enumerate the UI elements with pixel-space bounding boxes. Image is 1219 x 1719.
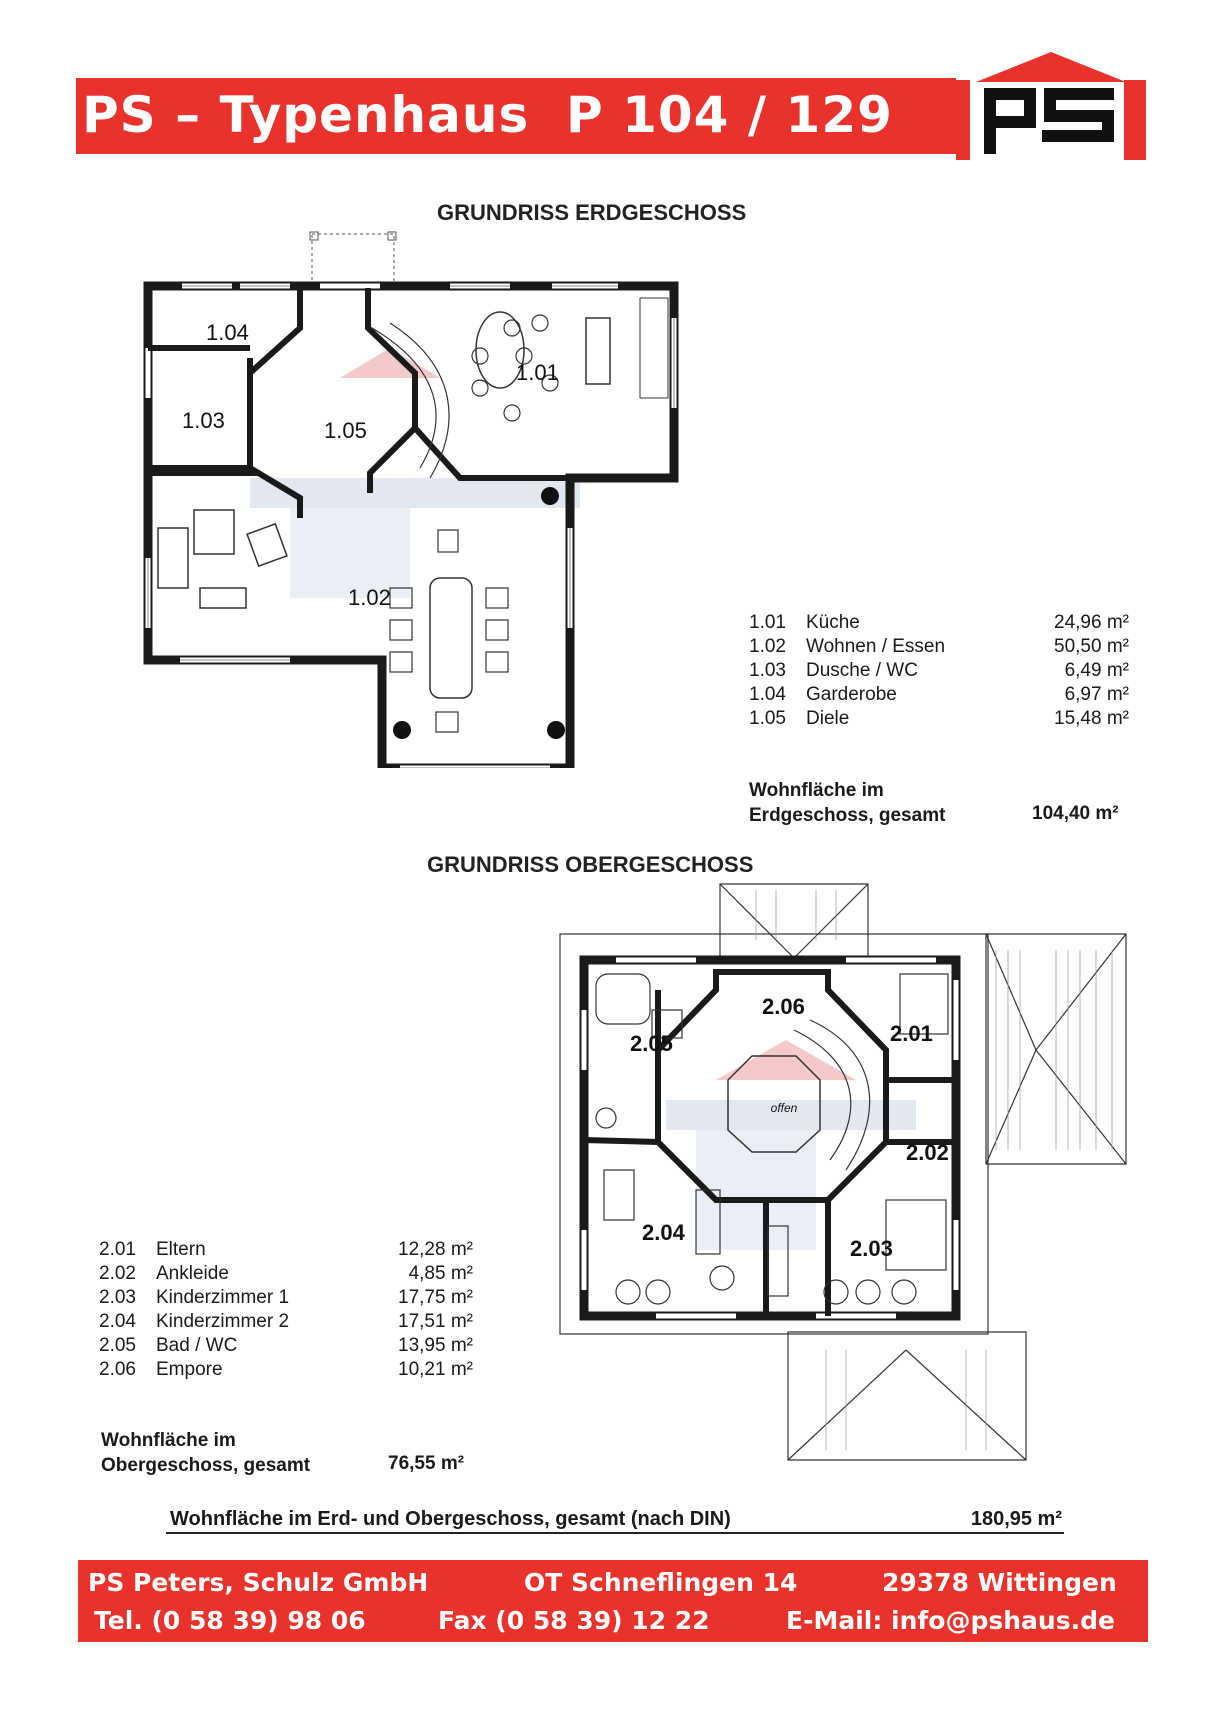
footer-fax: Fax (0 58 39) 12 22 — [438, 1606, 710, 1635]
ps-logo — [956, 52, 1146, 160]
footer-city: 29378 Wittingen — [882, 1568, 1117, 1597]
room-row: 1.04 Garderobe 6,97 m² — [749, 684, 1129, 705]
room-row: 1.02 Wohnen / Essen 50,50 m² — [749, 636, 1129, 657]
room-label-1-04: 1.04 — [206, 320, 249, 345]
room-label-2-03: 2.03 — [850, 1236, 893, 1261]
grand-total-value: 180,95 m² — [970, 1508, 1062, 1530]
upper-floor-plan — [556, 880, 1130, 1464]
room-label-1-02: 1.02 — [348, 585, 391, 610]
upper-floor-total-label: Wohnfläche im Obergeschoss, gesamt — [101, 1430, 311, 1476]
room-row: 1.05 Diele 15,48 m² — [749, 708, 1129, 729]
upper-floor-room-list — [99, 1239, 473, 1383]
room-row: 2.05 Bad / WC 13,95 m² — [99, 1335, 473, 1356]
room-label-1-05: 1.05 — [324, 418, 367, 443]
room-row: 1.01 Küche 24,96 m² — [749, 612, 1129, 633]
room-label-2-02: 2.02 — [906, 1140, 949, 1165]
page-title: PS – Typenhaus P 104 / 129 — [82, 86, 893, 144]
grand-total-label: Wohnfläche im Erd- und Obergeschoss, gesamt (nach DIN) — [170, 1508, 731, 1530]
footer-email[interactable]: E-Mail: info@pshaus.de — [786, 1606, 1115, 1635]
room-label-2-06: 2.06 — [762, 994, 805, 1019]
upper-floor-title: GRUNDRISS OBERGESCHOSS — [427, 852, 754, 877]
room-label-2-01: 2.01 — [890, 1021, 933, 1046]
ground-floor-room-list — [749, 612, 1129, 732]
ground-floor-title: GRUNDRISS ERDGESCHOSS — [437, 200, 747, 225]
upper-floor-total-value: 76,55 m² — [388, 1453, 465, 1474]
room-label-1-01: 1.01 — [516, 360, 559, 385]
footer-bar — [78, 1560, 1148, 1642]
room-row: 2.04 Kinderzimmer 2 17,51 m² — [99, 1311, 473, 1332]
room-label-2-05: 2.05 — [630, 1031, 673, 1056]
room-row: 2.01 Eltern 12,28 m² — [99, 1239, 473, 1260]
room-label-offen: offen — [770, 1101, 798, 1115]
room-label-2-04: 2.04 — [642, 1220, 685, 1245]
room-row: 2.06 Empore 10,21 m² — [99, 1359, 473, 1380]
room-row: 1.03 Dusche / WC 6,49 m² — [749, 660, 1129, 681]
ground-floor-total-value: 104,40 m² — [1032, 803, 1119, 824]
ground-floor-plan — [140, 228, 700, 768]
room-row: 2.02 Ankleide 4,85 m² — [99, 1263, 473, 1284]
footer-street: OT Schneflingen 14 — [524, 1568, 798, 1597]
ground-floor-total-label: Wohnfläche im Erdgeschoss, gesamt — [749, 780, 946, 826]
room-row: 2.03 Kinderzimmer 1 17,75 m² — [99, 1287, 473, 1308]
svg-text:ps: ps — [956, 52, 958, 53]
footer-company: PS Peters, Schulz GmbH — [88, 1568, 429, 1597]
grand-total — [166, 1508, 1064, 1534]
footer-phone: Tel. (0 58 39) 98 06 — [94, 1606, 366, 1635]
room-label-1-03: 1.03 — [182, 408, 225, 433]
